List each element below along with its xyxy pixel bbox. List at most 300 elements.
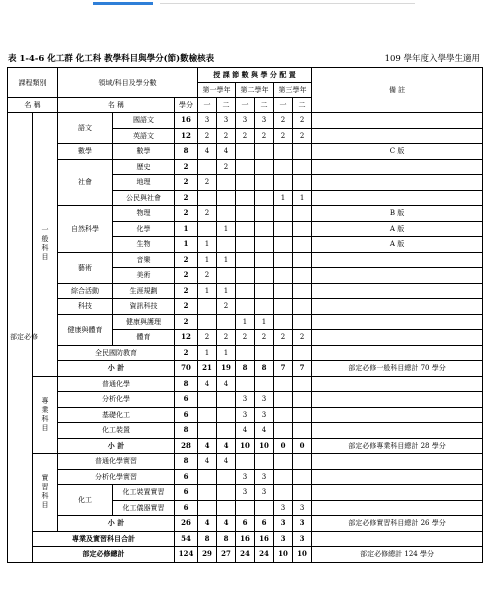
domain-cell: 數學 bbox=[58, 144, 113, 160]
term-cell bbox=[293, 237, 312, 253]
credits-cell: 6 bbox=[175, 469, 198, 485]
term-cell bbox=[217, 392, 236, 408]
term-cell: 3 bbox=[236, 469, 255, 485]
header-domain: 領域/科目及學分數 bbox=[58, 68, 198, 98]
credits-cell: 1 bbox=[175, 221, 198, 237]
term-cell bbox=[236, 252, 255, 268]
domain-social: 社會 bbox=[58, 159, 113, 206]
top-divider bbox=[160, 3, 415, 4]
term-cell: 4 bbox=[217, 454, 236, 470]
subject-cell: 分析化學實習 bbox=[58, 469, 175, 485]
table-row bbox=[8, 469, 483, 485]
subject-cell: 健康與護理 bbox=[113, 314, 175, 330]
term-cell bbox=[293, 407, 312, 423]
term-cell bbox=[293, 423, 312, 439]
term-cell bbox=[236, 221, 255, 237]
table-row bbox=[8, 407, 483, 423]
term-cell: 2 bbox=[217, 299, 236, 315]
term-cell bbox=[217, 237, 236, 253]
subtotal-label: 部定必修總計 bbox=[33, 547, 175, 563]
term-cell: 6 bbox=[255, 516, 274, 532]
term-cell: 8 bbox=[198, 531, 217, 547]
table-row bbox=[8, 252, 483, 268]
subject-cell: 音樂 bbox=[113, 252, 175, 268]
subject-cell: 基礎化工 bbox=[58, 407, 175, 423]
term-cell: 3 bbox=[236, 392, 255, 408]
term-cell: 3 bbox=[236, 485, 255, 501]
term-cell: 2 bbox=[293, 330, 312, 346]
term-cell bbox=[217, 206, 236, 222]
term-cell: 2 bbox=[293, 128, 312, 144]
table-row bbox=[8, 206, 483, 222]
domain-chinese: 語文 bbox=[58, 113, 113, 144]
term-cell: 3 bbox=[255, 392, 274, 408]
term-cell: 4 bbox=[236, 423, 255, 439]
term-cell bbox=[274, 376, 293, 392]
term-cell bbox=[236, 283, 255, 299]
term-cell: 1 bbox=[217, 283, 236, 299]
remark-cell bbox=[312, 190, 483, 206]
term-cell: 29 bbox=[198, 547, 217, 563]
term-cell: 4 bbox=[217, 144, 236, 160]
term-cell bbox=[236, 376, 255, 392]
term-cell bbox=[293, 144, 312, 160]
term-cell bbox=[293, 392, 312, 408]
domain-chem-lab: 化工 bbox=[58, 485, 113, 516]
term-cell: 2 bbox=[255, 128, 274, 144]
term-cell: 27 bbox=[217, 547, 236, 563]
term-cell: 2 bbox=[293, 113, 312, 129]
professional-label-text: 專業科目 bbox=[41, 396, 49, 432]
term-cell bbox=[255, 237, 274, 253]
credits-cell: 2 bbox=[175, 206, 198, 222]
remark-cell bbox=[312, 454, 483, 470]
domain-health: 健康與體育 bbox=[58, 314, 113, 345]
header-row-1 bbox=[8, 68, 483, 83]
term-cell: 2 bbox=[198, 206, 217, 222]
subtotal-label: 小 計 bbox=[58, 438, 175, 454]
header-year-3: 第三學年 bbox=[274, 83, 312, 98]
term-cell: 3 bbox=[274, 500, 293, 516]
domain-arts: 藝術 bbox=[58, 252, 113, 283]
term-cell bbox=[293, 175, 312, 191]
term-cell bbox=[293, 283, 312, 299]
subject-cell: 歷史 bbox=[113, 159, 175, 175]
header-term: 一 bbox=[274, 98, 293, 113]
curriculum-table bbox=[7, 67, 483, 563]
header-term: 二 bbox=[293, 98, 312, 113]
term-cell bbox=[236, 159, 255, 175]
table-caption bbox=[8, 52, 482, 66]
term-cell bbox=[274, 206, 293, 222]
domain-cell: 科技 bbox=[58, 299, 113, 315]
term-cell: 16 bbox=[236, 531, 255, 547]
term-cell: 3 bbox=[236, 113, 255, 129]
term-cell bbox=[293, 485, 312, 501]
term-cell bbox=[274, 299, 293, 315]
top-accent-bar bbox=[93, 2, 153, 5]
subject-cell: 分析化學 bbox=[58, 392, 175, 408]
term-cell bbox=[274, 423, 293, 439]
term-cell: 10 bbox=[293, 547, 312, 563]
subject-cell: 化工裝置實習 bbox=[113, 485, 175, 501]
remark-cell bbox=[312, 407, 483, 423]
term-cell bbox=[255, 206, 274, 222]
term-cell bbox=[217, 190, 236, 206]
table-row bbox=[8, 283, 483, 299]
term-cell: 3 bbox=[274, 516, 293, 532]
credits-cell: 8 bbox=[175, 144, 198, 160]
subject-cell: 數學 bbox=[113, 144, 175, 160]
term-cell bbox=[236, 190, 255, 206]
header-term: 二 bbox=[255, 98, 274, 113]
subject-cell: 生涯規劃 bbox=[113, 283, 175, 299]
required-label bbox=[8, 113, 38, 563]
subject-cell: 化學 bbox=[113, 221, 175, 237]
term-cell bbox=[274, 345, 293, 361]
term-cell: 24 bbox=[255, 547, 274, 563]
term-cell: 3 bbox=[217, 113, 236, 129]
subject-cell: 生物 bbox=[113, 237, 175, 253]
remark-cell bbox=[312, 485, 483, 501]
term-cell bbox=[236, 175, 255, 191]
term-cell: 10 bbox=[236, 438, 255, 454]
credits-cell: 12 bbox=[175, 330, 198, 346]
table-row bbox=[8, 485, 483, 501]
credits-cell: 54 bbox=[175, 531, 198, 547]
table-row bbox=[8, 299, 483, 315]
remark-cell bbox=[312, 330, 483, 346]
remark-cell bbox=[312, 113, 483, 129]
term-cell bbox=[198, 159, 217, 175]
term-cell bbox=[255, 283, 274, 299]
required-label-text: 部定必修 bbox=[10, 333, 38, 342]
remark-cell: C 版 bbox=[312, 144, 483, 160]
term-cell bbox=[274, 314, 293, 330]
term-cell bbox=[217, 175, 236, 191]
credits-cell: 2 bbox=[175, 268, 198, 284]
term-cell bbox=[198, 190, 217, 206]
term-cell bbox=[293, 469, 312, 485]
term-cell bbox=[255, 454, 274, 470]
credits-cell: 8 bbox=[175, 454, 198, 470]
term-cell: 2 bbox=[198, 330, 217, 346]
credits-cell: 8 bbox=[175, 423, 198, 439]
header-category: 課程類別 bbox=[8, 68, 58, 98]
term-cell bbox=[198, 392, 217, 408]
term-cell bbox=[274, 175, 293, 191]
subject-cell: 物理 bbox=[113, 206, 175, 222]
term-cell bbox=[198, 221, 217, 237]
credits-cell: 28 bbox=[175, 438, 198, 454]
term-cell: 3 bbox=[293, 516, 312, 532]
subject-cell: 資訊科技 bbox=[113, 299, 175, 315]
term-cell bbox=[217, 407, 236, 423]
credits-cell: 2 bbox=[175, 283, 198, 299]
remark-cell bbox=[312, 252, 483, 268]
term-cell: 0 bbox=[293, 438, 312, 454]
subject-cell: 普通化學實習 bbox=[58, 454, 175, 470]
table-row bbox=[8, 376, 483, 392]
term-cell: 3 bbox=[236, 407, 255, 423]
credits-cell: 1 bbox=[175, 237, 198, 253]
term-cell: 4 bbox=[255, 423, 274, 439]
term-cell bbox=[217, 500, 236, 516]
credits-cell: 124 bbox=[175, 547, 198, 563]
term-cell bbox=[274, 221, 293, 237]
term-cell: 1 bbox=[217, 345, 236, 361]
header-year-1: 第一學年 bbox=[198, 83, 236, 98]
subtotal-row bbox=[8, 438, 483, 454]
table-row bbox=[8, 454, 483, 470]
term-cell bbox=[198, 469, 217, 485]
credits-cell: 2 bbox=[175, 252, 198, 268]
term-cell bbox=[236, 206, 255, 222]
remark-cell: A 版 bbox=[312, 237, 483, 253]
table-row bbox=[8, 423, 483, 439]
term-cell: 2 bbox=[198, 175, 217, 191]
remark-cell bbox=[312, 283, 483, 299]
remark-cell bbox=[312, 159, 483, 175]
credits-cell: 70 bbox=[175, 361, 198, 377]
term-cell bbox=[293, 268, 312, 284]
term-cell: 4 bbox=[198, 454, 217, 470]
term-cell bbox=[236, 237, 255, 253]
table-applicability-note: 109 學年度入學學生適用 bbox=[384, 54, 480, 64]
term-cell bbox=[255, 500, 274, 516]
remark-cell bbox=[312, 314, 483, 330]
term-cell: 3 bbox=[198, 113, 217, 129]
subject-cell: 化工裝置 bbox=[58, 423, 175, 439]
subject-cell: 普通化學 bbox=[58, 376, 175, 392]
term-cell: 24 bbox=[236, 547, 255, 563]
term-cell: 2 bbox=[236, 330, 255, 346]
remark-cell bbox=[312, 128, 483, 144]
remark-cell bbox=[312, 268, 483, 284]
credits-cell: 6 bbox=[175, 392, 198, 408]
remark-cell: 部定必修專業科目總計 28 學分 bbox=[312, 438, 483, 454]
term-cell bbox=[198, 485, 217, 501]
term-cell bbox=[293, 314, 312, 330]
term-cell bbox=[255, 252, 274, 268]
term-cell: 1 bbox=[255, 314, 274, 330]
practical-label bbox=[33, 454, 58, 532]
term-cell bbox=[274, 485, 293, 501]
credits-cell: 6 bbox=[175, 407, 198, 423]
term-cell: 1 bbox=[198, 252, 217, 268]
term-cell bbox=[198, 314, 217, 330]
credits-cell: 2 bbox=[175, 345, 198, 361]
term-cell bbox=[255, 345, 274, 361]
domain-cell: 綜合活動 bbox=[58, 283, 113, 299]
term-cell: 3 bbox=[255, 113, 274, 129]
term-cell bbox=[198, 423, 217, 439]
term-cell bbox=[236, 500, 255, 516]
remark-cell bbox=[312, 345, 483, 361]
term-cell bbox=[274, 392, 293, 408]
header-subject-name: 名 稱 bbox=[58, 98, 175, 113]
total-row bbox=[8, 531, 483, 547]
term-cell bbox=[255, 221, 274, 237]
term-cell bbox=[217, 485, 236, 501]
term-cell: 2 bbox=[274, 128, 293, 144]
remark-cell bbox=[312, 175, 483, 191]
header-allocation: 授 課 節 數 與 學 分 配 置 bbox=[198, 68, 312, 83]
remark-cell bbox=[312, 423, 483, 439]
term-cell bbox=[274, 252, 293, 268]
subject-cell: 美術 bbox=[113, 268, 175, 284]
credits-cell: 6 bbox=[175, 485, 198, 501]
header-remark: 備 註 bbox=[312, 68, 483, 113]
term-cell bbox=[274, 159, 293, 175]
table-title: 表 1-4-6 化工群 化工科 教學科目與學分(節)數檢核表 bbox=[8, 54, 215, 64]
term-cell bbox=[255, 190, 274, 206]
term-cell bbox=[274, 268, 293, 284]
subject-cell: 化工儀器實習 bbox=[113, 500, 175, 516]
term-cell bbox=[293, 345, 312, 361]
term-cell bbox=[293, 252, 312, 268]
term-cell: 3 bbox=[255, 485, 274, 501]
term-cell: 2 bbox=[274, 330, 293, 346]
term-cell: 0 bbox=[274, 438, 293, 454]
term-cell bbox=[274, 469, 293, 485]
term-cell: 10 bbox=[255, 438, 274, 454]
term-cell: 4 bbox=[198, 376, 217, 392]
term-cell: 8 bbox=[236, 361, 255, 377]
practical-label-text: 實習科目 bbox=[41, 474, 49, 510]
remark-cell: B 版 bbox=[312, 206, 483, 222]
term-cell: 1 bbox=[217, 221, 236, 237]
term-cell bbox=[255, 376, 274, 392]
credits-cell: 2 bbox=[175, 175, 198, 191]
total-row bbox=[8, 547, 483, 563]
term-cell bbox=[217, 469, 236, 485]
term-cell: 1 bbox=[198, 345, 217, 361]
table-row bbox=[8, 159, 483, 175]
term-cell: 1 bbox=[236, 314, 255, 330]
term-cell bbox=[198, 299, 217, 315]
credits-cell: 2 bbox=[175, 190, 198, 206]
term-cell bbox=[236, 454, 255, 470]
term-cell bbox=[274, 144, 293, 160]
remark-cell: 部定必修實習科目總計 26 學分 bbox=[312, 516, 483, 532]
term-cell bbox=[236, 268, 255, 284]
term-cell bbox=[255, 299, 274, 315]
subject-cell: 體育 bbox=[113, 330, 175, 346]
credits-cell: 12 bbox=[175, 128, 198, 144]
subtotal-label: 小 計 bbox=[58, 516, 175, 532]
term-cell bbox=[217, 268, 236, 284]
term-cell bbox=[198, 500, 217, 516]
term-cell bbox=[236, 299, 255, 315]
table-row bbox=[8, 113, 483, 129]
term-cell: 3 bbox=[274, 531, 293, 547]
table-row bbox=[8, 345, 483, 361]
subject-cell: 國語文 bbox=[113, 113, 175, 129]
subject-cell: 地理 bbox=[113, 175, 175, 191]
term-cell bbox=[293, 221, 312, 237]
header-term: 二 bbox=[217, 98, 236, 113]
term-cell: 6 bbox=[236, 516, 255, 532]
remark-cell: 部定必修總計 124 學分 bbox=[312, 547, 483, 563]
term-cell: 19 bbox=[217, 361, 236, 377]
term-cell: 4 bbox=[198, 438, 217, 454]
professional-label bbox=[33, 376, 58, 454]
header-term: 一 bbox=[198, 98, 217, 113]
credits-cell: 16 bbox=[175, 113, 198, 129]
term-cell: 21 bbox=[198, 361, 217, 377]
term-cell: 7 bbox=[274, 361, 293, 377]
table-row bbox=[8, 314, 483, 330]
term-cell: 2 bbox=[217, 159, 236, 175]
term-cell: 3 bbox=[255, 407, 274, 423]
subtotal-row bbox=[8, 516, 483, 532]
header-credits: 學分 bbox=[175, 98, 198, 113]
term-cell: 2 bbox=[255, 330, 274, 346]
remark-cell bbox=[312, 392, 483, 408]
term-cell bbox=[255, 175, 274, 191]
term-cell: 3 bbox=[255, 469, 274, 485]
term-cell bbox=[236, 144, 255, 160]
credits-cell: 2 bbox=[175, 314, 198, 330]
table-row bbox=[8, 392, 483, 408]
term-cell bbox=[274, 454, 293, 470]
term-cell: 2 bbox=[198, 268, 217, 284]
term-cell: 4 bbox=[217, 438, 236, 454]
term-cell: 2 bbox=[198, 128, 217, 144]
credits-cell: 2 bbox=[175, 299, 198, 315]
remark-cell: 部定必修一般科目總計 70 學分 bbox=[312, 361, 483, 377]
term-cell bbox=[274, 283, 293, 299]
header-term: 一 bbox=[236, 98, 255, 113]
remark-cell bbox=[312, 469, 483, 485]
term-cell bbox=[293, 299, 312, 315]
term-cell bbox=[217, 423, 236, 439]
term-cell: 2 bbox=[236, 128, 255, 144]
domain-science: 自然科學 bbox=[58, 206, 113, 253]
term-cell bbox=[293, 206, 312, 222]
table-row bbox=[8, 144, 483, 160]
remark-cell: A 版 bbox=[312, 221, 483, 237]
credits-cell: 26 bbox=[175, 516, 198, 532]
term-cell: 10 bbox=[274, 547, 293, 563]
term-cell bbox=[255, 268, 274, 284]
term-cell: 2 bbox=[274, 113, 293, 129]
subject-cell: 英語文 bbox=[113, 128, 175, 144]
subtotal-label: 小 計 bbox=[58, 361, 175, 377]
subject-cell: 公民與社會 bbox=[113, 190, 175, 206]
remark-cell bbox=[312, 500, 483, 516]
term-cell bbox=[217, 314, 236, 330]
term-cell: 7 bbox=[293, 361, 312, 377]
term-cell: 3 bbox=[293, 500, 312, 516]
term-cell: 2 bbox=[217, 128, 236, 144]
term-cell: 1 bbox=[198, 237, 217, 253]
term-cell bbox=[293, 454, 312, 470]
credits-cell: 6 bbox=[175, 500, 198, 516]
term-cell bbox=[293, 376, 312, 392]
term-cell bbox=[255, 159, 274, 175]
term-cell: 4 bbox=[198, 516, 217, 532]
general-label-text: 一般科目 bbox=[41, 226, 49, 262]
subtotal-row bbox=[8, 361, 483, 377]
subtotal-label: 專業及實習科目合計 bbox=[33, 531, 175, 547]
term-cell: 4 bbox=[217, 516, 236, 532]
term-cell: 2 bbox=[217, 330, 236, 346]
domain-cell: 全民國防教育 bbox=[58, 345, 175, 361]
term-cell: 4 bbox=[198, 144, 217, 160]
remark-cell bbox=[312, 531, 483, 547]
